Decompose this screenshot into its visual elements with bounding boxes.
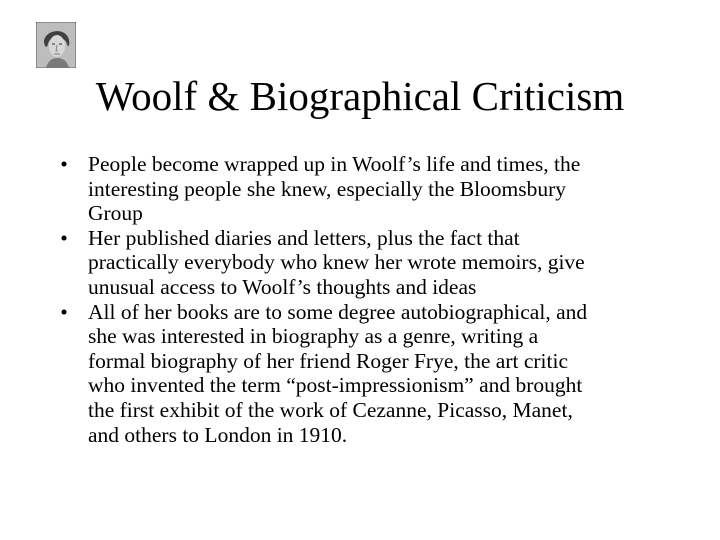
bullet-text-line: unusual access to Woolf’s thoughts and ideas (88, 274, 477, 299)
bullet-text-line: she was interested in biography as a genre, writing a (88, 324, 539, 349)
bullet-item (54, 300, 674, 448)
bullet-text-line: interesting people she knew, especially the Bloomsbury (88, 176, 567, 201)
slide-title: Woolf & Biographical Criticism (95, 73, 625, 119)
bullet-icon: • (60, 299, 68, 324)
bullet-icon: • (60, 225, 68, 250)
bullet-text-line: All of her books are to some degree autobiographical, and (88, 299, 588, 324)
bullet-text-line: People become wrapped up in Woolf’s life and times, the (88, 152, 581, 176)
bullet-text-line: practically everybody who knew her wrote memoirs, give (88, 250, 585, 275)
bullet-text-line: Group (88, 201, 143, 226)
bullet-list (54, 152, 674, 447)
bullet-icon: • (60, 152, 68, 176)
bullet-text-line: Her published diaries and letters, plus the fact that (88, 225, 520, 250)
bullet-text-line: the first exhibit of the work of Cezanne, Picasso, Manet, (88, 397, 573, 422)
bullet-text-line: and others to London in 1910. (88, 422, 348, 447)
portrait-photo-icon (36, 22, 76, 68)
bullet-item (54, 152, 674, 226)
bullet-text-line: formal biography of her friend Roger Frye, the art critic (88, 348, 568, 373)
bullet-text-line: who invented the term “post-impressionism” and brought (88, 373, 583, 398)
bullet-item (54, 226, 674, 300)
